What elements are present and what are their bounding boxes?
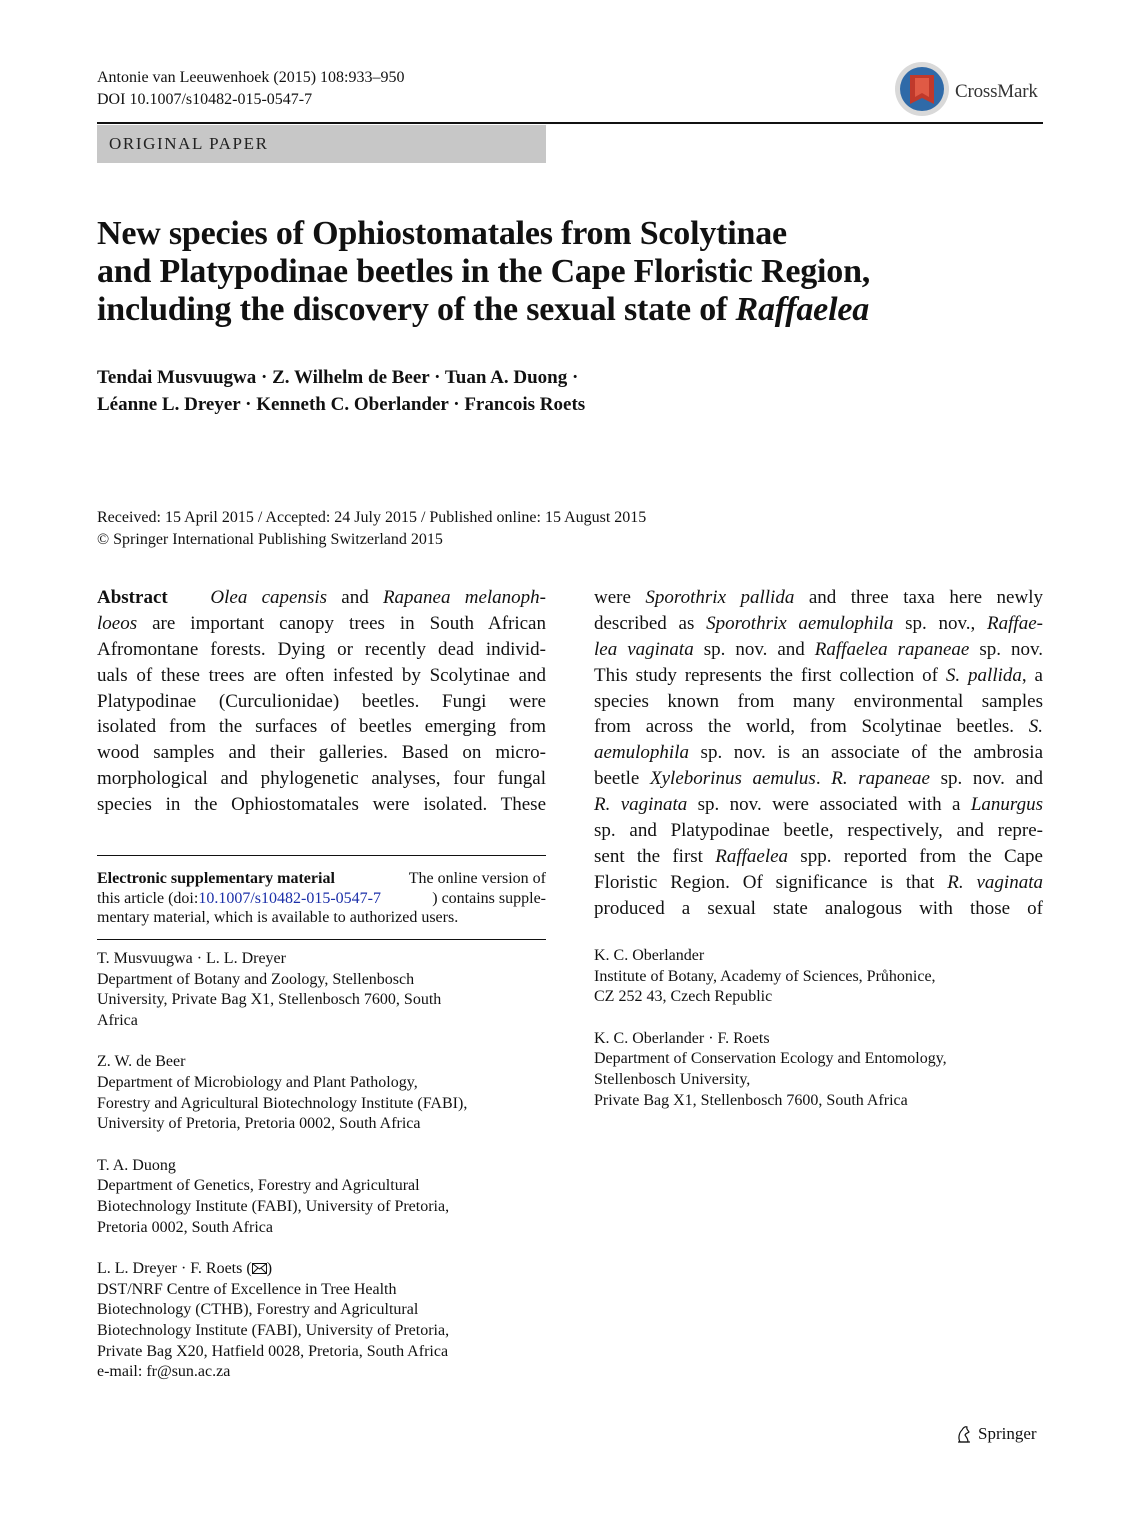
journal-reference: Antonie van Leeuwenhoek (2015) 108:933–950 (97, 69, 405, 86)
affiliation (97, 1156, 546, 1238)
abstract-line (594, 844, 1043, 870)
doi: DOI 10.1007/s10482-015-0547-7 (97, 91, 313, 108)
affiliation-names: T. A. Duong (97, 1156, 176, 1174)
affiliation-address: DST/NRF Centre of Excellence in Tree Health (97, 1280, 397, 1298)
crossmark-label: CrossMark (955, 81, 1038, 102)
affiliation-address: Department of Conservation Ecology and Entomology, (594, 1050, 947, 1068)
abstract-line: isolated from the surfaces of beetles emerging from (97, 716, 546, 738)
authors-line: Tendai Musvuugwa · Z. Wilhelm de Beer · Tuan A. Duong · (97, 367, 579, 388)
species-name: S. pallida (945, 664, 1022, 686)
affiliation-address: Forestry and Agricultural Biotechnology Institute (FABI), (97, 1094, 468, 1112)
abstract-line (97, 611, 546, 637)
affiliations-left (97, 949, 546, 1404)
abstract-text: sp. nov. is an associate of the ambrosia (689, 742, 1043, 764)
affiliation-address: University, Private Bag X1, Stellenbosch 7600, South (97, 991, 442, 1009)
species-name: loeos (97, 612, 138, 634)
species-name: Raffae- (987, 612, 1043, 634)
affiliation-address: Stellenbosch University, (594, 1070, 751, 1088)
abstract-text: sent the first (594, 845, 716, 867)
affiliation-address: Private Bag X20, Hatfield 0028, Pretoria, South Africa (97, 1342, 449, 1360)
species-name: Xyleborinus aemulus (650, 768, 816, 790)
author-list (97, 364, 797, 418)
esm-doi-text (97, 889, 381, 909)
esm-text: The online version of (408, 870, 546, 887)
affiliation (594, 946, 1043, 1008)
affiliation-names: K. C. Oberlander (594, 947, 705, 964)
species-name: Lanurgus (970, 794, 1043, 816)
publisher-logo (954, 1424, 1037, 1444)
title-line (97, 291, 1027, 329)
envelope-icon[interactable] (252, 1263, 267, 1274)
abstract-line: uals of these trees are often infested by Scolytinae and (97, 664, 546, 686)
doi-link[interactable]: 10.1007/s10482-015-0547-7 (198, 889, 381, 907)
abstract-text: sp. nov. were associated with a (687, 794, 971, 816)
abstract-line: sp. and Platypodinae beetle, respectively, and repre- (594, 820, 1043, 842)
species-name: R. vaginata (947, 871, 1043, 893)
header-rule (97, 122, 1043, 124)
crossmark-badge[interactable] (893, 61, 1043, 117)
affiliation (594, 1029, 1043, 1111)
species-name: aemulophila (594, 742, 689, 764)
affiliation-address: Biotechnology (CTHB), Forestry and Agricultural (97, 1301, 419, 1319)
copyright: © Springer International Publishing Switzerland 2015 (97, 531, 443, 548)
affiliation-names (97, 1259, 546, 1280)
species-name: lea vaginata (594, 638, 694, 660)
abstract-text: and (327, 587, 383, 608)
abstract-text: Floristic Region. Of significance is that (594, 871, 948, 893)
title-text: including the discovery of the sexual state of (97, 291, 736, 328)
abstract-line: wood samples and their galleries. Based on micro- (97, 742, 546, 764)
abstract-line (594, 611, 1043, 637)
esm-line (97, 889, 546, 909)
abstract-line (97, 585, 546, 611)
affiliation-address: Africa (97, 1011, 138, 1029)
species-name: Raffaelea (715, 845, 789, 867)
abstract-text: This study represents the first collection of (594, 664, 946, 686)
abstract-line (594, 870, 1043, 896)
abstract-text: from across the world, from Scolytinae beetles. (594, 716, 1029, 738)
abstract-line (594, 714, 1043, 740)
publication-dates (97, 507, 646, 551)
affiliation-names-text: ) (266, 1260, 273, 1278)
abstract-text: sp. nov. and (929, 768, 1044, 790)
affiliation (97, 949, 546, 1031)
affiliation-address: CZ 252 43, Czech Republic (594, 988, 773, 1006)
abstract-text: spp. reported from the Cape (788, 845, 1043, 867)
affiliation-address: Biotechnology Institute (FABI), University of Pretoria, (97, 1197, 450, 1215)
supplementary-note (97, 869, 546, 928)
affiliation-names: Z. W. de Beer (97, 1053, 186, 1071)
abstract-heading: Abstract (97, 587, 168, 608)
abstract-line (594, 740, 1043, 766)
abstract-text: sp. nov. and (693, 638, 815, 660)
abstract-text: sp. nov., (893, 612, 988, 634)
affiliation-corresponding (97, 1259, 546, 1383)
authors-line: Léanne L. Dreyer · Kenneth C. Oberlander · Francois Roets (97, 394, 586, 415)
springer-horse-icon (954, 1424, 974, 1444)
abstract-line: morphological and phylogenetic analyses, four fungal (97, 768, 546, 790)
abstract-text: were (594, 587, 646, 608)
title-line: New species of Ophiostomatales from Scolytinae (97, 215, 787, 252)
article-type: ORIGINAL PAPER (109, 134, 269, 153)
email[interactable]: e-mail: fr@sun.ac.za (97, 1363, 231, 1381)
affiliation (97, 1052, 546, 1134)
abstract-text: , a (1021, 664, 1043, 686)
species-name: R. rapaneae (831, 768, 930, 790)
abstract-left-column (97, 585, 546, 818)
affiliation-names: T. Musvuugwa · L. L. Dreyer (97, 950, 286, 967)
esm-title: Electronic supplementary material (97, 870, 335, 887)
abstract-line (594, 663, 1043, 689)
journal-citation (97, 67, 404, 111)
abstract-line: produced a sexual state analogous with those of (594, 897, 1043, 919)
esm-text: this article (doi: (97, 889, 199, 907)
abstract-text: are important canopy trees in South African (137, 612, 546, 634)
esm-line (97, 869, 546, 889)
species-name: S. (1028, 716, 1043, 738)
title-genus: Raffaelea (735, 291, 870, 328)
affiliation-address: Department of Genetics, Forestry and Agricultural (97, 1177, 420, 1195)
affiliations-right (594, 946, 1043, 1132)
crossmark-icon (893, 61, 951, 117)
abstract-line: species known from many environmental samples (594, 690, 1043, 712)
abstract-text: . (815, 768, 832, 790)
esm-text: ) contains supple- (432, 889, 546, 907)
abstract-line: Platypodinae (Curculionidae) beetles. Fungi were (97, 690, 546, 712)
species-name: Olea capensis (210, 587, 328, 608)
history-dates: Received: 15 April 2015 / Accepted: 24 July 2015 / Published online: 15 August 2015 (97, 509, 647, 526)
affiliation-names: K. C. Oberlander · F. Roets (594, 1029, 770, 1047)
species-name: Raffaelea rapaneae (814, 638, 970, 660)
abstract-line (594, 585, 1043, 611)
abstract-line: Afromontane forests. Dying or recently dead individ- (97, 638, 546, 660)
abstract-text: sp. nov. (969, 638, 1044, 660)
affiliation-address: Institute of Botany, Academy of Sciences, Průhonice, (594, 967, 936, 985)
abstract-line: species in the Ophiostomatales were isolated. These (97, 794, 546, 816)
abstract-text: and three taxa here newly (794, 587, 1043, 608)
species-name: Sporothrix pallida (645, 587, 795, 608)
footnote-rule-top (97, 855, 546, 856)
abstract-line (594, 637, 1043, 663)
affiliation-address: Department of Botany and Zoology, Stellenbosch (97, 970, 415, 988)
affiliation-names-text: L. L. Dreyer · F. Roets ( (97, 1260, 252, 1278)
esm-text: mentary material, which is available to authorized users. (97, 909, 459, 926)
section-bar (97, 125, 546, 163)
affiliation-address: Biotechnology Institute (FABI), University of Pretoria, (97, 1321, 450, 1339)
species-name: Rapanea melanoph- (382, 587, 546, 608)
species-name: Sporothrix aemulophila (706, 612, 894, 634)
publisher-name: Springer (978, 1424, 1037, 1443)
title-line: and Platypodinae beetles in the Cape Floristic Region, (97, 253, 871, 290)
paper-title (97, 215, 1027, 329)
abstract-line (594, 792, 1043, 818)
affiliation-address: Pretoria 0002, South Africa (97, 1218, 273, 1236)
affiliation-address: Private Bag X1, Stellenbosch 7600, South Africa (594, 1091, 908, 1109)
affiliation-address: Department of Microbiology and Plant Pathology, (97, 1073, 418, 1091)
abstract-line (594, 766, 1043, 792)
abstract-text: described as (594, 612, 707, 634)
abstract-text: beetle (594, 768, 651, 790)
affiliation-address: University of Pretoria, Pretoria 0002, South Africa (97, 1115, 421, 1133)
footnote-rule-bottom (97, 939, 546, 940)
species-name: R. vaginata (594, 794, 688, 816)
abstract-right-column (594, 585, 1043, 922)
